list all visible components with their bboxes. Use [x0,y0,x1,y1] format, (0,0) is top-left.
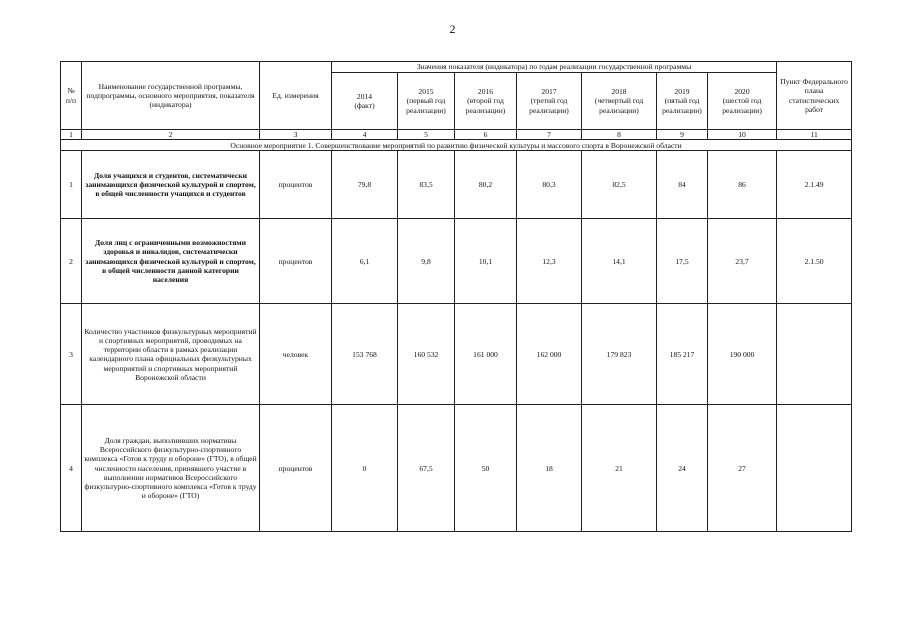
indicators-table [60,61,852,532]
indicator-value: 9,8 [398,219,455,304]
header-year: 2016 (второй год реализации) [455,73,517,130]
column-number: 10 [708,130,777,140]
header-federal-plan: Пункт Федерального плана статистических работ [777,62,852,130]
indicator-value: 161 000 [455,304,517,405]
column-number: 2 [82,130,260,140]
indicator-unit: процентов [260,405,332,532]
indicator-name: Доля лиц с ограниченными возможностями здоровья и инвалидов, систематически занимающихся физической культурой и спортом, в общей численности данной категории населения [82,219,260,304]
indicator-value: 21 [582,405,657,532]
row-num: 1 [61,151,82,219]
table-row [61,304,852,405]
indicator-unit: процентов [260,151,332,219]
indicator-name: Доля граждан, выполнивших нормативы Всероссийского физкультурно-спортивного комплекса «Готов к труду и обороне» (ГТО), в общей численности населения, принявшего участие в выполнении нормативов Всероссийского физкультурно-спортивного комплекса «Готов к труду и обороне» (ГТО) [82,405,260,532]
indicator-value: 82,5 [582,151,657,219]
header-year: 2017 (третий год реализации) [517,73,582,130]
federal-plan-item: 2.1.50 [777,219,852,304]
page-number: 2 [449,22,456,36]
row-num: 4 [61,405,82,532]
indicator-value: 86 [708,151,777,219]
header-name: Наименование государственной программы, подпрограммы, основного мероприятия, показателя (индикатора) [82,62,260,130]
federal-plan-item: 2.1.49 [777,151,852,219]
indicator-value: 12,3 [517,219,582,304]
header-year: 2020 (шестой год реализации) [708,73,777,130]
table-row [61,151,852,219]
indicator-value: 190 000 [708,304,777,405]
header-year: 2015 (первый год реализации) [398,73,455,130]
indicator-value: 6,1 [332,219,398,304]
header-unit: Ед. измерения [260,62,332,130]
indicator-value: 80,3 [517,151,582,219]
indicator-value: 27 [708,405,777,532]
indicator-name: Количество участников физкультурных мероприятий и спортивных мероприятий, проводимых на территории области в рамках реализации календарного плана официальных физкультурных мероприятий и спортивных мероприятий Воронежской области [82,304,260,405]
indicator-unit: процентов [260,219,332,304]
column-number: 1 [61,130,82,140]
indicator-value: 14,1 [582,219,657,304]
header-year: 2014 (факт) [332,73,398,130]
section-row [61,140,852,151]
section-title: Основное мероприятие 1. Совершенствование мероприятий по развитию физической культуры и массового спорта в Воронежской области [61,140,852,151]
row-num: 2 [61,219,82,304]
column-number: 11 [777,130,852,140]
indicator-value: 24 [657,405,708,532]
indicator-value: 18 [517,405,582,532]
column-number: 4 [332,130,398,140]
row-num: 3 [61,304,82,405]
federal-plan-item [777,304,852,405]
column-number: 8 [582,130,657,140]
column-number: 6 [455,130,517,140]
column-number: 5 [398,130,455,140]
indicator-value: 80,2 [455,151,517,219]
header-year: 2019 (пятый год реализации) [657,73,708,130]
column-number: 3 [260,130,332,140]
table-row [61,405,852,532]
indicator-value: 67,5 [398,405,455,532]
column-number: 9 [657,130,708,140]
header-row-1 [61,62,852,73]
column-number: 7 [517,130,582,140]
indicator-value: 162 000 [517,304,582,405]
indicator-value: 153 768 [332,304,398,405]
indicator-value: 10,1 [455,219,517,304]
indicator-value: 160 532 [398,304,455,405]
indicator-value: 23,7 [708,219,777,304]
indicator-value: 50 [455,405,517,532]
indicator-value: 0 [332,405,398,532]
table-row [61,219,852,304]
header-num: № п/п [61,62,82,130]
indicator-value: 83,5 [398,151,455,219]
indicator-value: 79,8 [332,151,398,219]
indicator-value: 17,5 [657,219,708,304]
indicator-value: 84 [657,151,708,219]
indicator-name: Доля учащихся и студентов, систематически занимающихся физической культурой и спортом, в общей численности учащихся и студентов [82,151,260,219]
column-numbers-row [61,130,852,140]
header-values-group: Значения показателя (индикатора) по годам реализации государственной программы [332,62,777,73]
header-year: 2018 (четвертый год реализации) [582,73,657,130]
indicator-value: 185 217 [657,304,708,405]
federal-plan-item [777,405,852,532]
indicator-unit: человек [260,304,332,405]
indicator-value: 179 823 [582,304,657,405]
